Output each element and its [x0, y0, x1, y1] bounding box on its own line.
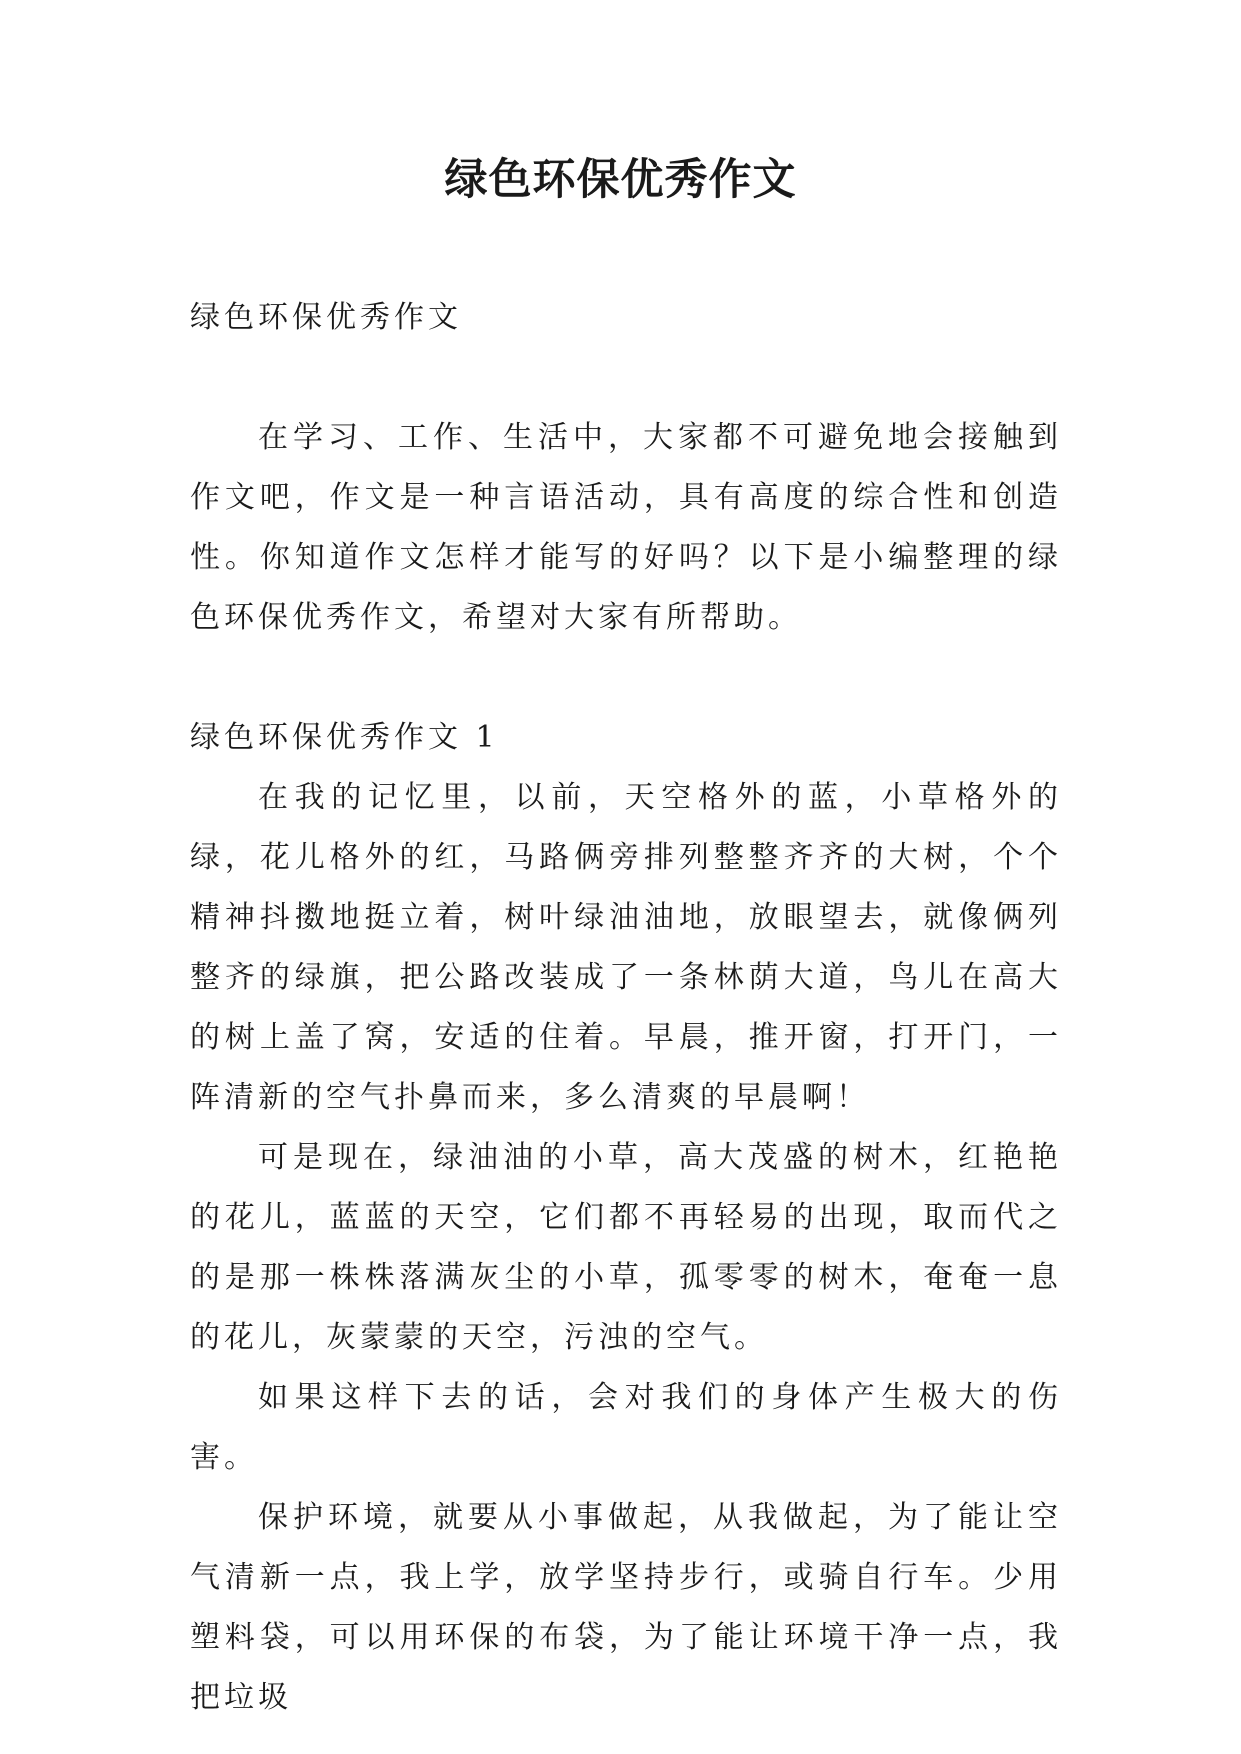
body-paragraph: 保护环境，就要从小事做起，从我做起，为了能让空气清新一点，我上学，放学坚持步行，或骑自行车。少用塑料袋，可以用环保的布袋，为了能让环境干净一点，我把垃圾 [190, 1500, 1062, 1715]
document-title: 绿色环保优秀作文 [444, 155, 797, 205]
document-body [190, 288, 1062, 1728]
body-paragraph: 如果这样下去的话，会对我们的身体产生极大的伤害。 [190, 1380, 1062, 1475]
document-subtitle: 绿色环保优秀作文 [190, 300, 462, 335]
section-heading: 绿色环保优秀作文 1 [190, 720, 499, 755]
body-paragraph: 在我的记忆里，以前，天空格外的蓝，小草格外的绿，花儿格外的红，马路俩旁排列整整齐齐的大树，个个精神抖擞地挺立着，树叶绿油油地，放眼望去，就像俩列整齐的绿旗，把公路改装成了一条林荫大道，鸟儿在高大的树上盖了窝，安适的住着。早晨，推开窗，打开门，一阵清新的空气扑鼻而来，多么清爽的早晨啊！ [190, 780, 1062, 1115]
intro-paragraph: 在学习、工作、生活中，大家都不可避免地会接触到作文吧，作文是一种言语活动，具有高度的综合性和创造性。你知道作文怎样才能写的好吗？以下是小编整理的绿色环保优秀作文，希望对大家有所帮助。 [190, 420, 1062, 635]
body-paragraph: 可是现在，绿油油的小草，高大茂盛的树木，红艳艳的花儿，蓝蓝的天空，它们都不再轻易的出现，取而代之的是那一株株落满灰尘的小草，孤零零的树木，奄奄一息的花儿，灰蒙蒙的天空，污浊的空气。 [190, 1140, 1062, 1355]
